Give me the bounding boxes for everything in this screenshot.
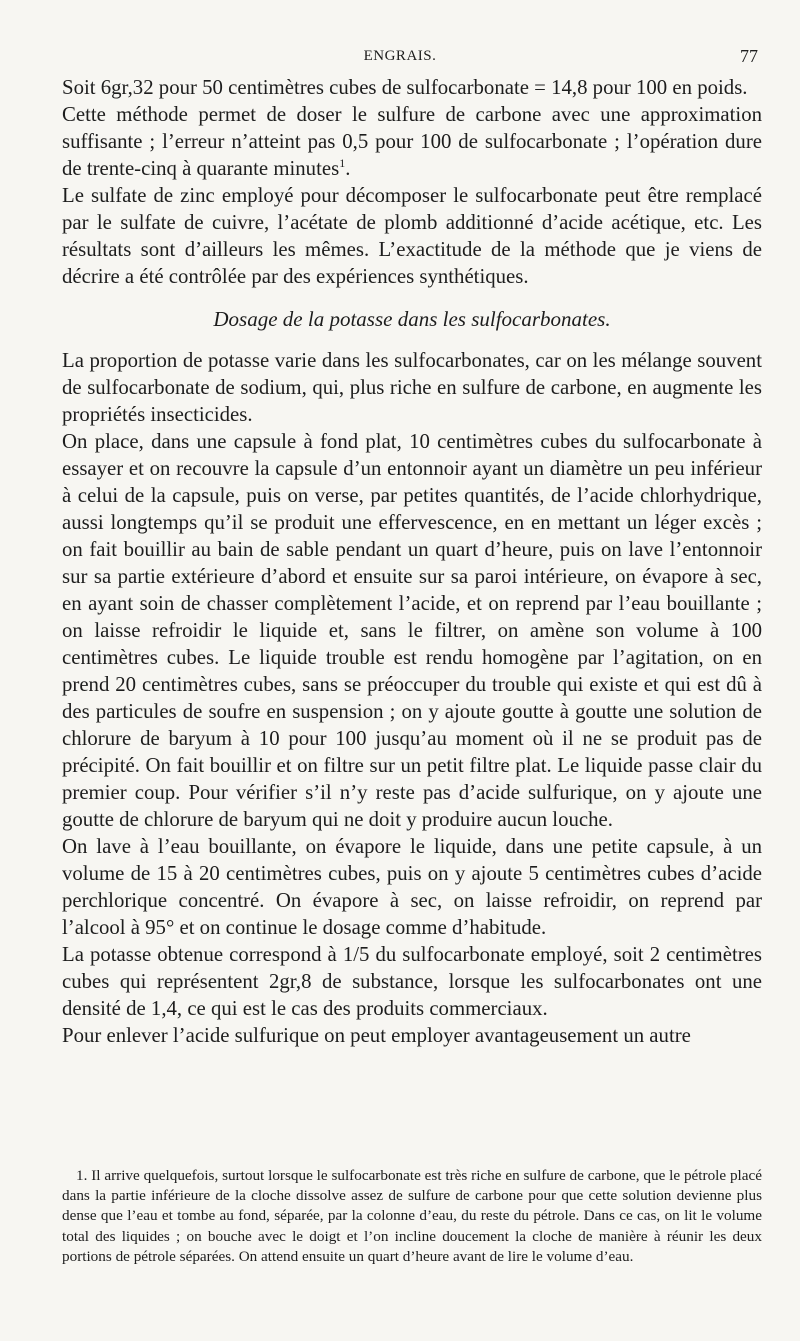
page-number: 77 [740, 46, 758, 66]
section-heading: Dosage de la potasse dans les sulfocarbonates. [213, 307, 611, 331]
running-header [0, 44, 800, 72]
paragraph-zinc-sulfate: Le sulfate de zinc employé pour décomposer le sulfocarbonate peut être remplacé par le sulfate de cuivre, l’acétate de plomb additionné d’acide acétique, etc. Les résultats sont d’ailleurs les mêmes. L’exactitude de la méthode que je viens de décrire a été contrôlée par des expériences synthétiques. [62, 184, 762, 288]
paragraph-method-text: Cette méthode permet de doser le sulfure de carbone avec une approximation suffisante ; l’erreur n’atteint pas 0,5 pour 100 de sulfocarbonate ; l’opération dure de trente-cinq à quarante minutes [62, 103, 762, 180]
paragraph-result: Soit 6gr,32 pour 50 centimètres cubes de sulfocarbonate = 14,8 pour 100 en poids. [62, 76, 748, 99]
paragraph-potash: La potasse obtenue correspond à 1/5 du sulfocarbonate employé, soit 2 centimètres cubes qui représentent 2gr,8 de substance, lorsque les sulfocarbonates ont une densité de 1,4, ce qui est le cas des produits commerciaux. [62, 943, 762, 1020]
paragraph-sulfuric-acid: Pour enlever l’acide sulfurique on peut employer avantageusement un autre [62, 1024, 691, 1047]
footnote-1: 1. Il arrive quelquefois, surtout lorsque le sulfocarbonate est très riche en sulfure de carbone, que le pétrole placé dans la partie inférieure de la cloche dissolve assez de sulfure de carbone pour que cette solution devienne plus dense que l’eau et tombe au fond, séparée, par la colonne d’eau, du reste du pétrole. Dans ce cas, on lit le volume total des liquides ; on bouche avec le doigt et l’on incline doucement la cloche de manière à réunir les deux portions de pétrole séparées. On attend ensuite un quart d’heure avant de lire le volume d’eau. [62, 1167, 762, 1265]
paragraph-procedure: On place, dans une capsule à fond plat, 10 centimètres cubes du sulfocarbonate à essayer et on recouvre la capsule d’un entonnoir ayant un diamètre un peu inférieur à celui de la capsule, puis on verse, par petites quantités, de l’acide chlorhydrique, aussi longtemps qu’il se produit une effervescence, en en mettant un léger excès ; on fait bouillir au bain de sable pendant un quart d’heure, puis on lave l’entonnoir sur sa partie extérieure d’abord et ensuite sur sa paroi intérieure, on évapore à sec, en ayant soin de chasser complètement l’acide, et on reprend par l’eau bouillante ; on laisse refroidir le liquide et, sans le filtrer, on amène son volume à 100 centimètres cubes. Le liquide trouble est rendu homogène par l’agitation, on en prend 20 centimètres cubes, sans se préoccuper du trouble qui existe et qui est dû à des particules de soufre en suspension ; on y ajoute goutte à goutte une solution de chlorure de baryum à 10 pour 100 jusqu’au moment où il ne se produit pas de précipité. On fait bouillir et on filtre sur un petit filtre plat. Le liquide passe clair du premier coup. Pour vérifier s’il n’y reste pas d’acide sulfurique, on y ajoute une goutte de chlorure de baryum qui ne doit y produire aucun louche. [62, 430, 762, 831]
paragraph-method-end: . [345, 157, 351, 180]
paragraph-method [62, 101, 762, 182]
paragraph-proportion: La proportion de potasse varie dans les sulfocarbonates, car on les mélange souvent de sulfocarbonate de sodium, qui, plus riche en sulfure de carbone, en augmente les propriétés insecticides. [62, 349, 762, 426]
running-title: ENGRAIS. [363, 48, 437, 64]
paragraph-evaporation: On lave à l’eau bouillante, on évapore le liquide, dans une petite capsule, à un volume de 15 à 20 centimètres cubes, puis on y ajoute 5 centimètres cubes d’acide perchlorique concentré. On évapore à sec, on laisse refroidir, on reprend par l’alcool à 95° et on continue le dosage comme d’habitude. [62, 835, 762, 939]
body-text [62, 74, 762, 1049]
footnotes [62, 1166, 762, 1267]
footnote-reference: 1 [339, 156, 346, 171]
